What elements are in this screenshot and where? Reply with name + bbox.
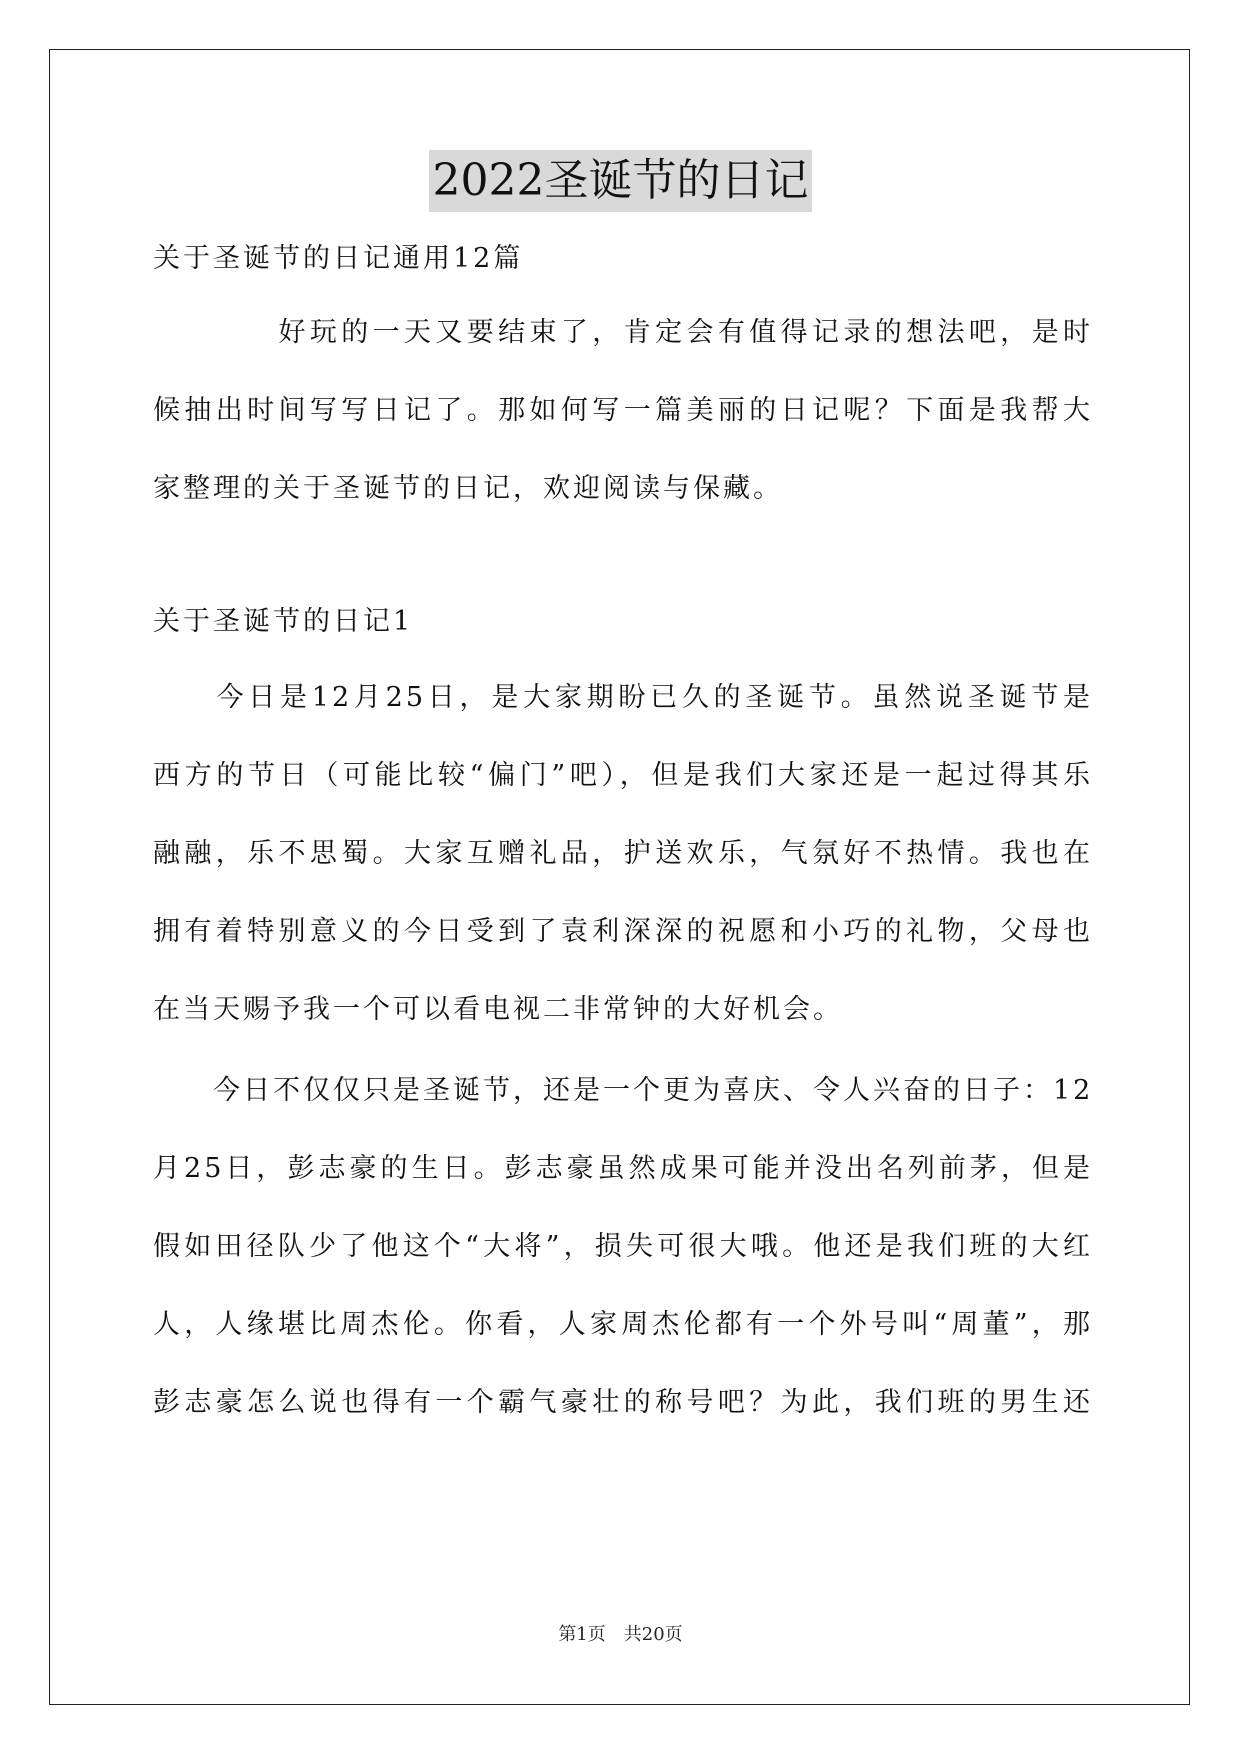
intro-line: 好玩的一天又要结束了，肯定会有值得记录的想法吧，是时 — [153, 317, 1093, 348]
page-number-label: 第1页 共20页 — [558, 1624, 683, 1645]
paragraph-1 — [153, 659, 1093, 1049]
document-title-container — [0, 150, 1241, 212]
paragraph-line: 今日是12月25日，是大家期盼已久的圣诞节。虽然说圣诞节是 — [153, 682, 1093, 713]
document-subtitle: 关于圣诞节的日记通用12篇 — [153, 243, 524, 274]
document-subtitle-block — [153, 220, 1093, 298]
paragraph-line: 彭志豪怎么说也得有一个霸气豪壮的称号吧？为此，我们班的男生还 — [153, 1387, 1093, 1418]
page-footer — [0, 1620, 1241, 1646]
section-heading-block — [153, 583, 1093, 661]
intro-paragraph — [153, 294, 1093, 528]
document-title: 2022圣诞节的日记 — [429, 150, 813, 212]
section-heading: 关于圣诞节的日记1 — [153, 606, 414, 637]
intro-line: 家整理的关于圣诞节的日记，欢迎阅读与保藏。 — [153, 473, 783, 504]
paragraph-line: 融融，乐不思蜀。大家互赠礼品，护送欢乐，气氛好不热情。我也在 — [153, 838, 1093, 869]
paragraph-line: 拥有着特别意义的今日受到了袁利深深的祝愿和小巧的礼物，父母也 — [153, 916, 1093, 947]
paragraph-line: 西方的节日（可能比较“偏门”吧），但是我们大家还是一起过得其乐 — [153, 760, 1093, 791]
intro-line: 候抽出时间写写日记了。那如何写一篇美丽的日记呢？下面是我帮大 — [153, 395, 1093, 426]
paragraph-line: 人，人缘堪比周杰伦。你看，人家周杰伦都有一个外号叫“周董”，那 — [153, 1309, 1093, 1340]
paragraph-line: 在当天赐予我一个可以看电视二非常钟的大好机会。 — [153, 994, 843, 1025]
paragraph-line: 今日不仅仅只是圣诞节，还是一个更为喜庆、令人兴奋的日子：12 — [153, 1075, 1094, 1106]
paragraph-line: 月25日，彭志豪的生日。彭志豪虽然成果可能并没出名列前茅，但是 — [153, 1153, 1093, 1184]
paragraph-2 — [153, 1052, 1093, 1442]
paragraph-line: 假如田径队少了他这个“大将”，损失可很大哦。他还是我们班的大红 — [153, 1231, 1093, 1262]
